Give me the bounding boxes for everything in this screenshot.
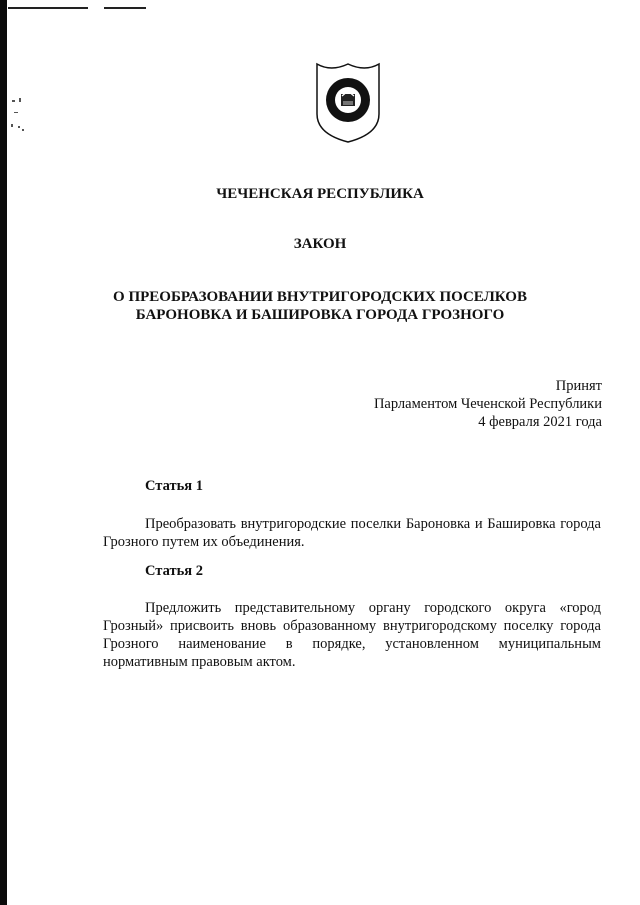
adoption-line: Парламентом Чеченской Республики — [373, 396, 602, 412]
adoption-line: Принят — [555, 378, 602, 394]
article-text: Предложить представительному органу городского округа «город Грозный» присвоить вновь образованному внутригородскому поселку города Грозного наименование в порядке, установленном муниципальным нормативным правовым актом. — [103, 600, 601, 670]
law-title-line: О ПРЕОБРАЗОВАНИИ ВНУТРИГОРОДСКИХ ПОСЕЛКОВ — [113, 289, 527, 305]
document-type-heading: ЗАКОН — [293, 236, 347, 252]
article-heading: Статья 1 — [145, 478, 203, 494]
article-heading: Статья 2 — [145, 563, 203, 579]
law-title — [0, 288, 640, 324]
scan-specks — [10, 98, 26, 134]
republic-heading: ЧЕЧЕНСКАЯ РЕСПУБЛИКА — [216, 186, 424, 202]
law-title-line: БАРОНОВКА И БАШИРОВКА ГОРОДА ГРОЗНОГО — [135, 307, 505, 323]
scan-artifact-line — [8, 7, 88, 9]
adoption-block — [374, 377, 602, 431]
adoption-date: 4 февраля 2021 года — [478, 414, 602, 430]
scan-artifact-line — [104, 7, 146, 9]
article-text: Преобразовать внутригородские поселки Бароновка и Башировка города Грозного путем их объединения. — [103, 516, 601, 550]
scan-edge — [0, 0, 7, 905]
coat-of-arms-icon — [313, 60, 383, 144]
